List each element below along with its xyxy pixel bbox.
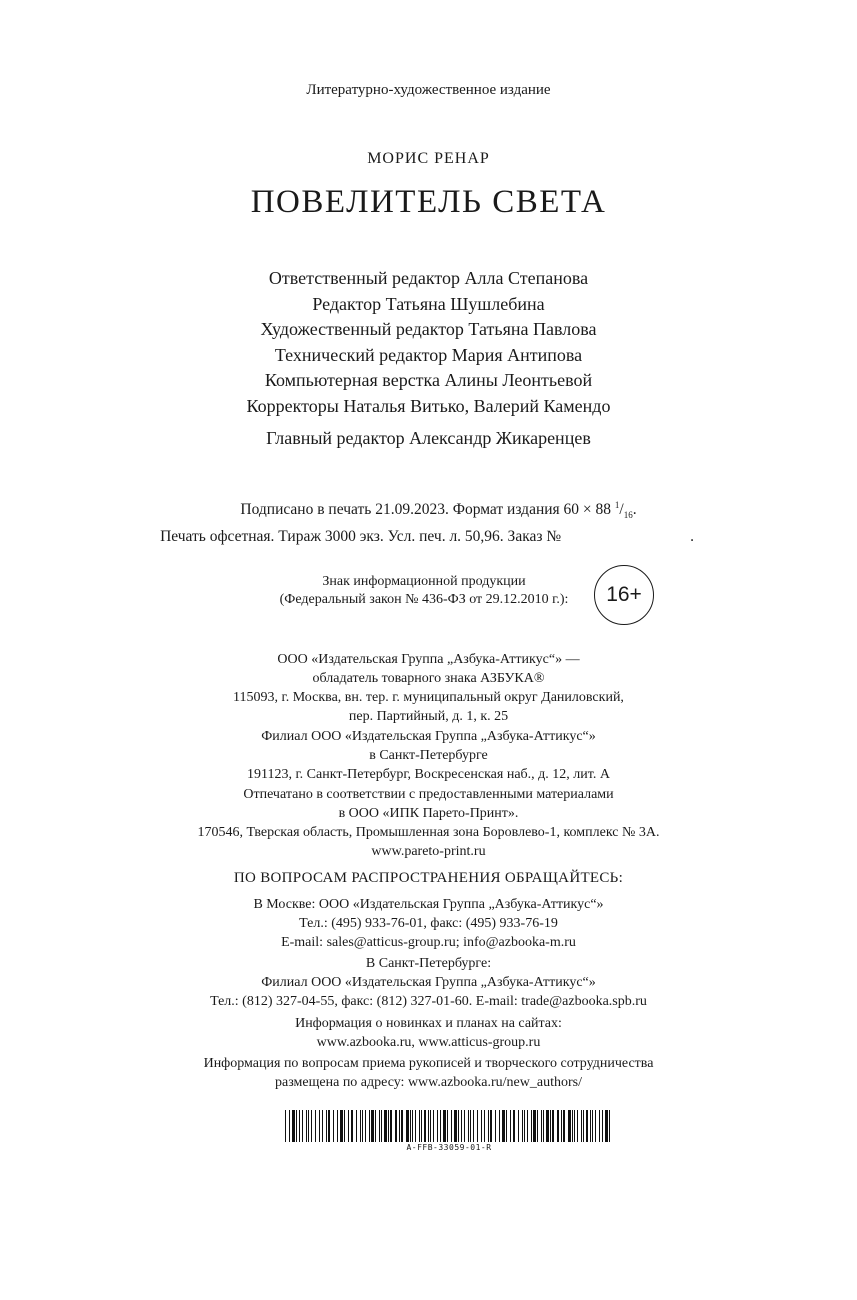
barcode-bar <box>375 1110 376 1142</box>
book-title: ПОВЕЛИТЕЛЬ СВЕТА <box>250 184 607 220</box>
author-name: МОРИС РЕНАР <box>367 150 490 167</box>
distribution-moscow: В Москве: ООО «Издательская Группа „Азбука-Аттикус“» Тел.: (495) 933-76-01, факс: (495) 933-76-19 E-mail: sales@atticus-group.ru; info@azbooka-m.ru <box>253 897 604 950</box>
barcode-bar <box>537 1110 538 1142</box>
barcode-bar <box>356 1110 357 1142</box>
barcode-bar <box>510 1110 511 1142</box>
barcode-bar <box>484 1110 485 1142</box>
barcode-bar <box>428 1110 429 1142</box>
barcode-bar <box>333 1110 334 1142</box>
barcode-bar <box>388 1110 389 1142</box>
barcode-bar <box>546 1110 549 1142</box>
print-info <box>0 495 857 547</box>
print-info-line2: Печать офсетная. Тираж 3000 экз. Усл. печ. л. 50,96. Заказ № . <box>160 528 694 546</box>
barcode-bar <box>299 1110 300 1142</box>
barcode-bar <box>362 1110 363 1142</box>
barcode-bar <box>371 1110 374 1142</box>
barcode-bar <box>319 1110 320 1142</box>
credits-list <box>0 266 857 419</box>
barcode-bar <box>306 1110 307 1142</box>
barcode-bar <box>461 1110 462 1142</box>
barcode-bar <box>285 1110 286 1142</box>
barcode-bar <box>315 1110 316 1142</box>
barcode-bar <box>527 1110 528 1142</box>
barcode-bar <box>437 1110 438 1142</box>
barcode-bar <box>390 1110 392 1142</box>
barcode-bar <box>499 1110 500 1142</box>
barcode-bar <box>468 1110 469 1142</box>
barcode-bar <box>326 1110 327 1142</box>
barcode-bar <box>470 1110 471 1142</box>
barcode-bar <box>365 1110 366 1142</box>
manuscripts-info: Информация по вопросам приема рукописей и творческого сотрудничества размещена по адресу: www.azbooka.ru/new_authors/ <box>203 1056 654 1090</box>
barcode-bar <box>524 1110 525 1142</box>
barcode-bar <box>477 1110 478 1142</box>
barcode-bar <box>451 1110 452 1142</box>
barcode-bar <box>454 1110 457 1142</box>
distribution-sites: Информация о новинках и планах на сайтах: www.azbooka.ru, www.atticus-group.ru <box>295 1016 562 1050</box>
barcode-bar <box>415 1110 416 1142</box>
barcode-bar <box>609 1110 610 1142</box>
barcode-bar <box>577 1110 578 1142</box>
chief-editor: Главный редактор Александр Жикаренцев <box>266 428 591 448</box>
barcode-bar <box>602 1110 603 1142</box>
barcode-bar <box>495 1110 496 1142</box>
barcode-bar <box>344 1110 345 1142</box>
barcode-bar <box>406 1110 409 1142</box>
barcode-bar <box>458 1110 459 1142</box>
barcode-bar <box>561 1110 562 1142</box>
publisher-block: ООО «Издательская Группа „Азбука-Аттикус“» — обладатель товарного знака АЗБУКА® 115093, г. Москва, вн. тер. г. муниципальный округ Даниловский, пер. Партийный, д. 1, к. 25 <box>233 652 624 724</box>
barcode-bar <box>595 1110 596 1142</box>
barcode-bar <box>412 1110 413 1142</box>
barcode-bar <box>351 1110 353 1142</box>
distribution-heading: ПО ВОПРОСАМ РАСПРОСТРАНЕНИЯ ОБРАЩАЙТЕСЬ: <box>233 870 624 886</box>
barcode-bar <box>550 1110 551 1142</box>
barcode-bar <box>533 1110 536 1142</box>
age-rating-badge: 16+ <box>594 565 654 625</box>
barcode-bar <box>513 1110 515 1142</box>
barcode-bar <box>328 1110 330 1142</box>
barcode-bar <box>592 1110 593 1142</box>
barcode-bar <box>518 1110 519 1142</box>
barcode-bar <box>308 1110 309 1142</box>
age-rating-label: Знак информационной продукции (Федеральный закон № 436-ФЗ от 29.12.2010 г.): <box>279 574 569 607</box>
barcode-bar <box>502 1110 505 1142</box>
printer-block: Отпечатано в соответствии с предоставленными материалами в ООО «ИПК Парето-Принт». 170546, Тверская область, Промышленная зона Боровлево-1, комплекс № 3А. www.pareto-print.ru <box>197 787 660 859</box>
barcode-bar <box>410 1110 411 1142</box>
barcode-bar <box>590 1110 591 1142</box>
barcode-bar <box>302 1110 303 1142</box>
barcode-bar <box>433 1110 434 1142</box>
barcode-bar <box>572 1110 573 1142</box>
barcode-bar <box>481 1110 482 1142</box>
barcode-bar <box>443 1110 446 1142</box>
barcode-bar <box>473 1110 474 1142</box>
barcode-bar <box>599 1110 600 1142</box>
barcode-bar <box>421 1110 422 1142</box>
barcode-bar <box>557 1110 559 1142</box>
credit-line: Технический редактор Мария Антипова <box>274 344 583 365</box>
barcode-bar <box>563 1110 565 1142</box>
barcode-bar <box>360 1110 361 1142</box>
barcode-bar <box>541 1110 542 1142</box>
barcode-bar <box>488 1110 489 1142</box>
barcode-bar <box>311 1110 312 1142</box>
credit-line: Ответственный редактор Алла Степанова <box>268 268 589 288</box>
barcode-bar <box>292 1110 295 1142</box>
barcode-bar <box>447 1110 448 1142</box>
barcode-bar <box>340 1110 343 1142</box>
credit-line: Компьютерная верстка Алины Леонтьевой <box>264 370 593 390</box>
barcode-bar <box>543 1110 544 1142</box>
barcode-bar <box>322 1110 323 1142</box>
barcode-bar <box>395 1110 397 1142</box>
barcode-bar <box>379 1110 380 1142</box>
barcode-bar <box>384 1110 387 1142</box>
barcode-bar <box>552 1110 554 1142</box>
barcode-bar <box>568 1110 571 1142</box>
branch-block: Филиал ООО «Издательская Группа „Азбука-Аттикус“» в Санкт-Петербурге 191123, г. Санкт-Петербург, Воскресенская наб., д. 12, лит. А <box>247 729 610 782</box>
barcode-bar <box>419 1110 420 1142</box>
credit-line: Редактор Татьяна Шушлебина <box>312 293 545 314</box>
barcode-bar <box>522 1110 523 1142</box>
barcode-bar <box>464 1110 465 1142</box>
barcode-bar <box>490 1110 492 1142</box>
barcode-bar <box>401 1110 403 1142</box>
barcode-bar <box>581 1110 582 1142</box>
barcode-bar <box>583 1110 584 1142</box>
barcode-bar <box>430 1110 431 1142</box>
barcode-bar <box>440 1110 441 1142</box>
credit-line: Корректоры Наталья Витько, Валерий Камендо <box>246 395 611 416</box>
barcode-text: A-FFB-33059-01-R <box>406 1143 492 1152</box>
barcode-bar <box>348 1110 349 1142</box>
barcode-bar <box>399 1110 400 1142</box>
barcode-bar <box>337 1110 338 1142</box>
barcode-bar <box>531 1110 532 1142</box>
barcode-bar <box>296 1110 297 1142</box>
barcode-bar <box>369 1110 370 1142</box>
credit-line: Художественный редактор Татьяна Павлова <box>260 319 597 339</box>
barcode-bar <box>506 1110 507 1142</box>
barcode-bar <box>381 1110 382 1142</box>
barcode-image <box>285 1110 613 1142</box>
edition-type: Литературно-художественное издание <box>306 82 551 98</box>
barcode-bar <box>424 1110 426 1142</box>
barcode-bar <box>574 1110 575 1142</box>
barcode-bar <box>586 1110 588 1142</box>
barcode-bar <box>289 1110 290 1142</box>
barcode-bar <box>605 1110 608 1142</box>
format-fraction: $^1/_{16}$. <box>614 500 637 521</box>
print-info-line1: Подписано в печать 21.09.2023. Формат издания 60 × 88 $^1/_{16}$. <box>240 500 637 521</box>
distribution-spb: В Санкт-Петербурге: Филиал ООО «Издательская Группа „Азбука-Аттикус“» Тел.: (812) 327-04-55, факс: (812) 327-01-60. E-mail: trade@azbooka.spb.ru <box>210 956 647 1009</box>
